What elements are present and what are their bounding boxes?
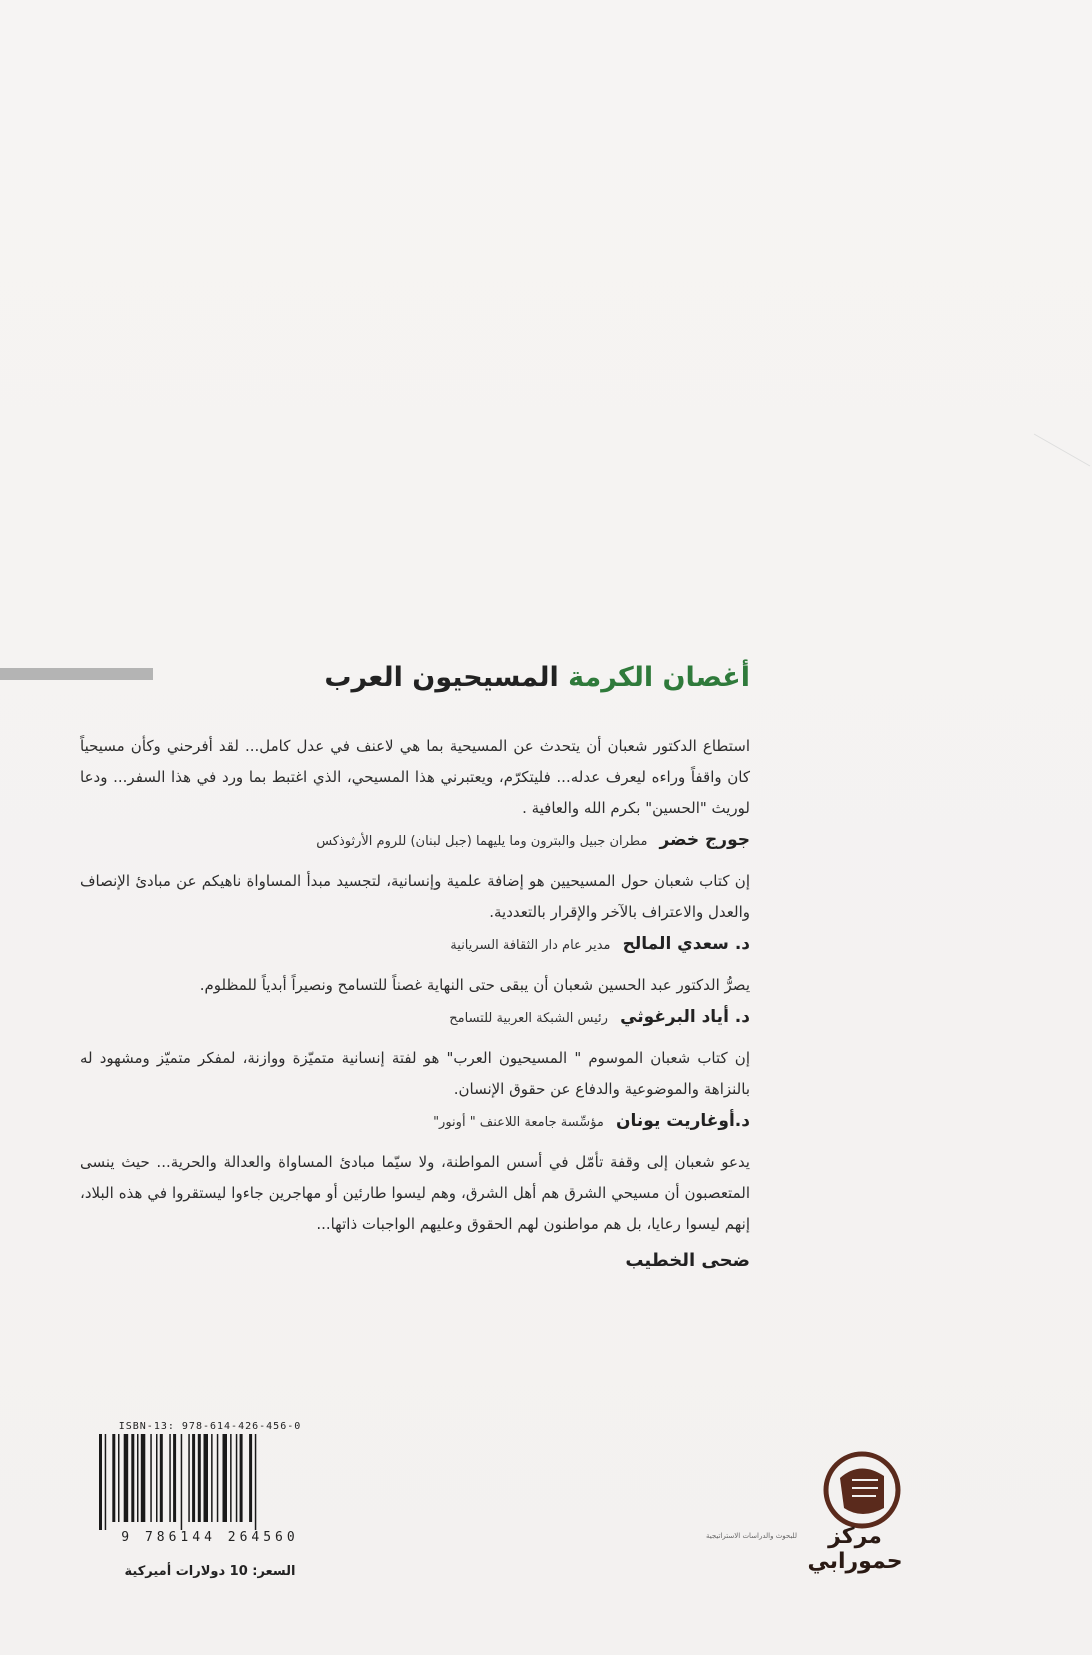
isbn-barcode-block: [95, 1420, 325, 1556]
endorsement-quote-2: إن كتاب شعبان حول المسيحيين هو إضافة علمية وإنسانية، لتجسيد مبدأ المساواة ناهيكم عن مبادئ الإنصاف والعدل والاعتراف بالآخر والإقرار بالتعددية.: [80, 872, 750, 922]
barcode-digits: 9 786144 264560: [121, 1530, 299, 1545]
book-title-dark: المسيحيون العرب: [324, 662, 559, 693]
author-name-2: د. سعدي المالح: [622, 934, 750, 955]
endorsements-section: [80, 660, 750, 1271]
author-name-3: د. أياد البرغوثي: [620, 1007, 750, 1028]
author-role-3: رئيس الشبكة العربية للتسامح: [449, 1011, 608, 1027]
barcode-icon: [95, 1434, 325, 1530]
isbn-text: ISBN-13: 978-614-426-456-0: [118, 1421, 302, 1432]
price-label: السعر: 10 دولارات أميركية: [124, 1564, 296, 1579]
endorsement-author-1: [80, 830, 750, 850]
author-name-1: جورج خضر: [659, 830, 750, 851]
endorsement-quote-1: استطاع الدكتور شعبان أن يتحدث عن المسيحية بما هي لاعنف في عدل كامل... لقد أفرحني وكأن مسيحياً كان واقفاً وراءه ليعرف عدله... فليتكرّم، ويعتبرني هذا المسيحي، الذي اغتبط بما ورد في هذا السفر... ودعا لوريث "الحسين" بكرم الله والعافية .: [80, 737, 750, 818]
publisher-name: مركز حمورابي: [807, 1524, 903, 1574]
endorsement-quote-5: يدعو شعبان إلى وقفة تأمّل في أسس المواطنة، ولا سيّما مبادئ المساواة والعدالة والحرية... حيث ينسى المتعصبون أن مسيحي الشرق هم أهل الشرق، وهم ليسوا طارئين أو مهاجرين جاءوا ليستقروا في هذه البلاد، إنهم ليسوا رعايا، بل هم مواطنون لهم الحقوق وعليهم الواجبات ذاتها...: [80, 1153, 750, 1234]
author-role-1: مطران جبيل والبترون وما يليهما (جبل لبنان) للروم الأرثوذكس: [316, 834, 648, 850]
author-role-2: مدير عام دار الثقافة السريانية: [450, 938, 611, 954]
endorsement-author-5: ضحى الخطيب: [625, 1250, 750, 1272]
endorsement-author-3: [80, 1007, 750, 1027]
endorsement-author-2: [80, 934, 750, 954]
book-title-green: أغصان الكرمة: [568, 662, 750, 693]
author-role-4: مؤسِّسة جامعة اللاعنف " أونور": [433, 1115, 604, 1131]
endorsement-quote-4: إن كتاب شعبان الموسوم " المسيحيون العرب" هو لفتة إنسانية متميّزة ووازنة، لمفكر متميّز ومشهود له بالنزاهة والموضوعية والدفاع عن حقوق الإنسان.: [80, 1049, 750, 1099]
endorsement-quote-3: يصرُّ الدكتور عبد الحسين شعبان أن يبقى حتى النهاية غصناً للتسامح ونصيراً أبدياً للمظلوم.: [199, 976, 750, 995]
publisher-caption: للبحوث والدراسات الاستراتيجية: [706, 1532, 797, 1540]
book-title: [80, 660, 750, 695]
paper-crease-mark: [1032, 430, 1092, 470]
author-name-4: د.أوغاريت يونان: [616, 1111, 750, 1132]
endorsement-author-4: [80, 1111, 750, 1131]
